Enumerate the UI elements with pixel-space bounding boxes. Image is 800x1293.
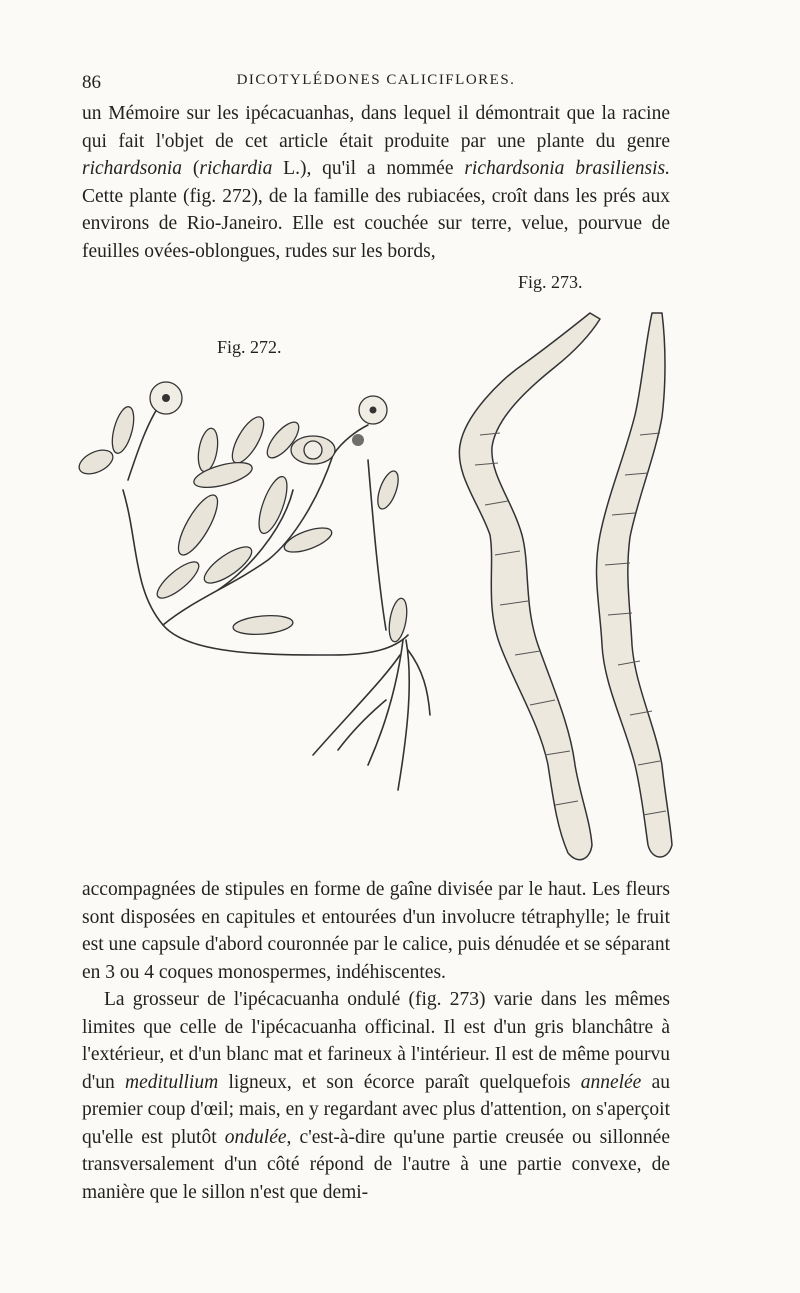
text-run: L.), qu'il a nommée: [272, 158, 465, 179]
richardsonia-plant-icon: [68, 370, 448, 800]
text-block-top: [82, 100, 670, 265]
paragraph-1: [82, 100, 670, 265]
figure-273: [440, 305, 690, 870]
figure-272-caption: Fig. 272.: [217, 337, 282, 357]
paragraph-3: [82, 986, 670, 1206]
ipecacuanha-root-icon: [440, 305, 690, 870]
text-run: Cette plante (fig. 272), de la famille des rubiacées, croît dans les prés aux environs de Rio-Janeiro. Elle est couchée sur terre, velue, pourvue de feuilles ovées-oblongues, rudes sur les bords,: [82, 185, 670, 262]
text-run: (: [182, 158, 200, 179]
figure-272: [68, 370, 448, 800]
paragraph-2: accompagnées de stipules en forme de gaîne divisée par le haut. Les fleurs sont disposées en capitules et entourées d'un involucre tétraphylle; le fruit est une capsule d'abord couronnée par le calice, puis dénudée et se séparant en 3 ou 4 coques monospermes, indéhiscentes.: [82, 879, 670, 983]
figure-273-caption: Fig. 273.: [518, 272, 583, 292]
italic-genus: richardsonia: [82, 158, 183, 179]
text-run: La grosseur de l'ipécacuanha ondulé (fig. 273) varie dans les mêmes limites que celle de l'ipécacuanha officinal. Il est d'un gris blanchâtre à l'extérieur, et d'un blanc mat et farineux à l'intérieur. Il est de même pourvu d'un: [82, 989, 670, 1093]
text-run: un Mémoire sur les ipécacuanhas, dans lequel il démontrait que la racine qui fait l'objet de cet article était produite par une plante du genre: [82, 103, 670, 152]
italic-term: annelée: [580, 1071, 642, 1093]
italic-genus: richardia: [199, 158, 273, 179]
text-run: au premier coup d'œil; mais, en y regardant avec plus d'attention, on s'aperçoit qu'elle est plutôt: [82, 1071, 670, 1148]
text-block-bottom: [82, 876, 670, 1206]
page-header: [82, 72, 670, 96]
running-title: DICOTYLÉDONES CALICIFLORES.: [236, 72, 516, 88]
text-run: , c'est-à-dire qu'une partie creusée ou sillonnée transversalement d'un côté répond de l'autre à une partie convexe, de manière que le sillon n'est que demi-: [82, 1126, 670, 1203]
italic-species: richardsonia brasiliensis.: [464, 158, 671, 179]
page-number: 86: [82, 72, 101, 93]
italic-term: meditullium: [125, 1071, 219, 1093]
text-run: ligneux, et son écorce paraît quelquefois: [218, 1071, 581, 1093]
italic-term: ondulée: [224, 1126, 287, 1148]
